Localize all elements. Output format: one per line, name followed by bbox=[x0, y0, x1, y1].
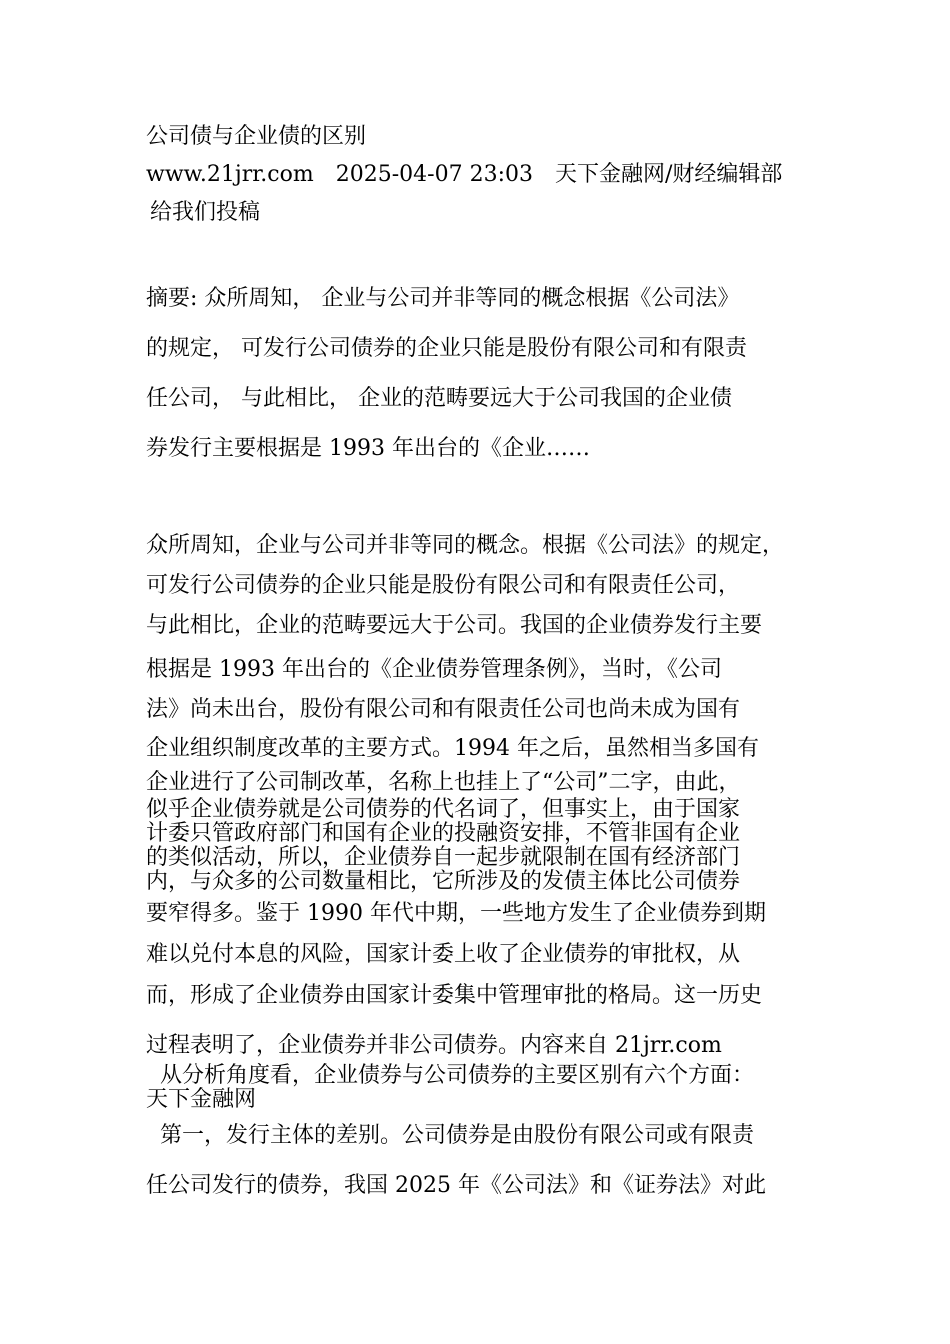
article-body bbox=[146, 532, 836, 1202]
article-source: 天下金融网/财经编辑部 bbox=[554, 162, 783, 187]
abstract-line: 的规定， 可发行公司债券的企业只能是股份有限公司和有限责 bbox=[146, 336, 747, 361]
publish-datetime: 2025-04-07 23:03 bbox=[335, 162, 533, 187]
body-line: 难以兑付本息的风险，国家计委上收了企业债券的审批权，从 bbox=[146, 942, 741, 967]
body-line: 从分析角度看，企业债券与公司债券的主要区别有六个方面： bbox=[146, 1063, 754, 1088]
article-meta bbox=[146, 161, 804, 189]
article-title: 公司债与企业债的区别 bbox=[146, 124, 367, 149]
body-line: 的类似活动，所以，企业债券自一起步就限制在国有经济部门 bbox=[146, 845, 741, 870]
body-line: 内，与众多的公司数量相比，它所涉及的发债主体比公司债券 bbox=[146, 869, 741, 894]
abstract-line: 摘要: 众所周知， 企业与公司并非等同的概念根据《公司法》 bbox=[146, 286, 740, 311]
body-line: 计委只管政府部门和国有企业的投融资安排，不管非国有企业 bbox=[146, 821, 741, 846]
abstract-line: 任公司， 与此相比， 企业的范畴要远大于公司我国的企业债 bbox=[146, 386, 732, 411]
body-line: 企业进行了公司制改革，名称上也挂上了“公司”二字，由此， bbox=[146, 770, 741, 795]
body-line: 过程表明了，企业债券并非公司债券。内容来自 21jrr.com bbox=[146, 1033, 722, 1058]
abstract-block bbox=[146, 285, 836, 485]
abstract-line: 券发行主要根据是 1993 年出台的《企业…… bbox=[146, 436, 590, 461]
body-line: 可发行公司债券的企业只能是股份有限公司和有限责任公司， bbox=[146, 573, 741, 598]
body-line: 法》尚未出台，股份有限公司和有限责任公司也尚未成为国有 bbox=[146, 697, 741, 722]
body-line: 第一，发行主体的差别。公司债券是由股份有限公司或有限责 bbox=[146, 1123, 754, 1148]
body-line: 天下金融网 bbox=[146, 1087, 257, 1112]
body-line: 企业组织制度改革的主要方式。1994 年之后，虽然相当多国有 bbox=[146, 736, 759, 761]
body-line: 众所周知，企业与公司并非等同的概念。根据《公司法》的规定， bbox=[146, 533, 785, 558]
body-line: 似乎企业债券就是公司债券的代名词了，但事实上，由于国家 bbox=[146, 797, 741, 822]
body-line: 根据是 1993 年出台的《企业债券管理条例》，当时，《公司 bbox=[146, 657, 722, 682]
submit-article-link[interactable]: 给我们投稿 bbox=[150, 200, 261, 225]
site-url[interactable]: www.21jrr.com bbox=[146, 162, 314, 187]
body-line: 要窄得多。鉴于 1990 年代中期，一些地方发生了企业债券到期 bbox=[146, 901, 766, 926]
body-line: 与此相比，企业的范畴要远大于公司。我国的企业债券发行主要 bbox=[146, 613, 763, 638]
body-line: 任公司发行的债券，我国 2025 年《公司法》和《证券法》对此 bbox=[146, 1173, 766, 1198]
body-line: 而，形成了企业债券由国家计委集中管理审批的格局。这一历史 bbox=[146, 983, 763, 1008]
